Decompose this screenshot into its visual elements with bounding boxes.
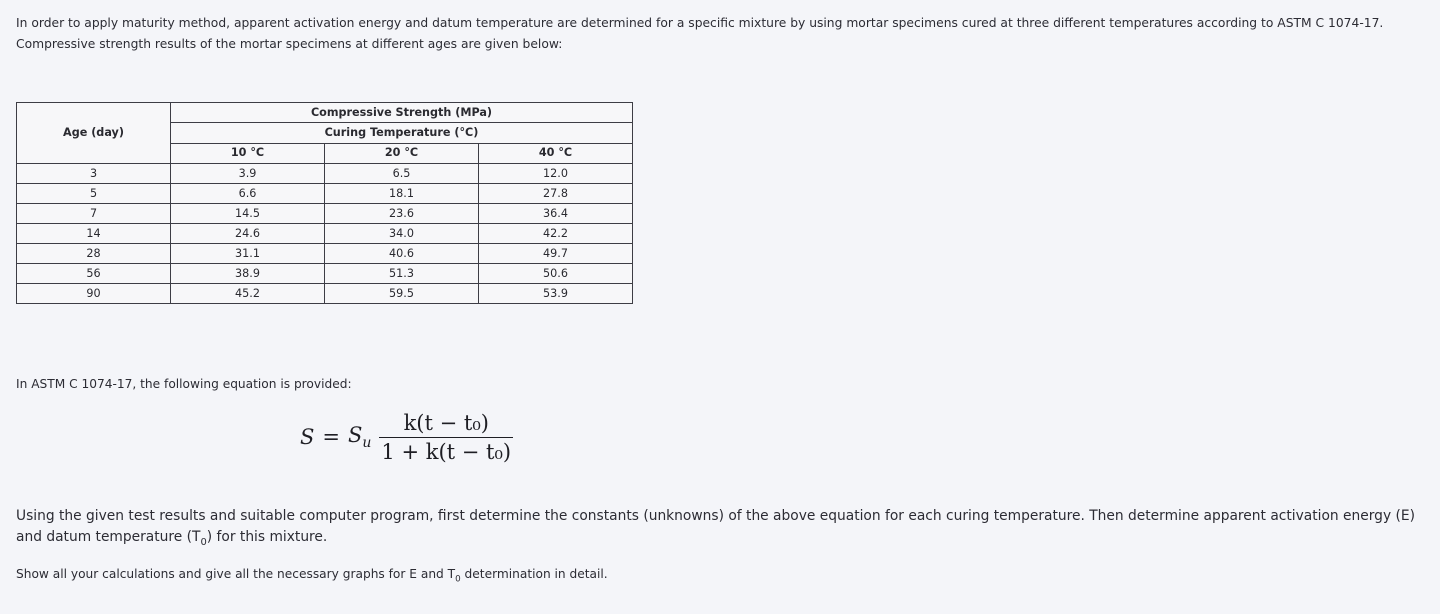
table-row	[17, 184, 633, 204]
strength-cell: 27.8	[479, 184, 633, 204]
note-t0-subscript: 0	[455, 574, 461, 585]
strength-cell: 59.5	[325, 284, 479, 304]
strength-cell: 38.9	[171, 264, 325, 284]
equation-su-base: S	[348, 422, 363, 447]
strength-header: Compressive Strength (MPa)	[171, 103, 633, 123]
task-text-before: Using the given test results and suitable computer program, first determine the constants (unknowns) of the above equation for each curing temperature. Then determine apparent activation energy (E) and datum temperature (T	[16, 508, 1415, 545]
strength-cell: 31.1	[171, 244, 325, 264]
strength-cell: 14.5	[171, 204, 325, 224]
table-row	[17, 204, 633, 224]
equation-numerator: k(t − t₀)	[403, 410, 489, 435]
age-cell: 3	[17, 164, 171, 184]
table-row	[17, 264, 633, 284]
equation-denominator: 1 + k(t − t₀)	[379, 437, 513, 464]
temp-header-10: 10 °C	[171, 143, 325, 163]
strength-cell: 6.5	[325, 164, 479, 184]
strength-cell: 12.0	[479, 164, 633, 184]
age-cell: 28	[17, 244, 171, 264]
task-t0-subscript: 0	[200, 536, 207, 548]
strength-cell: 51.3	[325, 264, 479, 284]
equation-su	[348, 423, 371, 451]
equation-lhs: S	[300, 425, 315, 449]
task-paragraph	[16, 506, 1426, 553]
curing-temperature-header: Curing Temperature (°C)	[171, 123, 633, 143]
intro-paragraph: In order to apply maturity method, apparent activation energy and datum temperature are determined for a specific mixture by using mortar specimens cured at three different temperatures according to ASTM C 1074-17. Compressive strength results of the mortar specimens at different ages are given below:	[16, 16, 1384, 51]
strength-cell: 53.9	[479, 284, 633, 304]
strength-cell: 50.6	[479, 264, 633, 284]
strength-cell: 42.2	[479, 224, 633, 244]
strength-cell: 40.6	[325, 244, 479, 264]
strength-cell: 34.0	[325, 224, 479, 244]
age-header: Age (day)	[17, 103, 171, 164]
strength-cell: 3.9	[171, 164, 325, 184]
strength-cell: 45.2	[171, 284, 325, 304]
table-row	[17, 284, 633, 304]
temp-header-20: 20 °C	[325, 143, 479, 163]
equation-su-sub: u	[362, 435, 372, 452]
strength-cell: 6.6	[171, 184, 325, 204]
equation-fraction	[379, 411, 513, 464]
equation-intro: In ASTM C 1074-17, the following equation is provided:	[16, 377, 352, 391]
note-text-after: determination in detail.	[460, 567, 608, 581]
strength-cell: 24.6	[171, 224, 325, 244]
note-paragraph	[16, 564, 608, 589]
table-row	[17, 244, 633, 264]
strength-cell: 36.4	[479, 204, 633, 224]
strength-age-equation	[300, 405, 513, 469]
age-cell: 56	[17, 264, 171, 284]
age-cell: 14	[17, 224, 171, 244]
table-row	[17, 224, 633, 244]
strength-cell: 18.1	[325, 184, 479, 204]
compressive-strength-table	[16, 102, 633, 304]
age-cell: 5	[17, 184, 171, 204]
note-text-before: Show all your calculations and give all the necessary graphs for E and T	[16, 567, 456, 581]
strength-cell: 23.6	[325, 204, 479, 224]
table-row	[17, 164, 633, 184]
equation-equals: =	[322, 425, 340, 449]
strength-cell: 49.7	[479, 244, 633, 264]
age-cell: 7	[17, 204, 171, 224]
age-cell: 90	[17, 284, 171, 304]
table-body	[17, 164, 633, 304]
temp-header-40: 40 °C	[479, 143, 633, 163]
task-text-after: ) for this mixture.	[206, 529, 328, 545]
